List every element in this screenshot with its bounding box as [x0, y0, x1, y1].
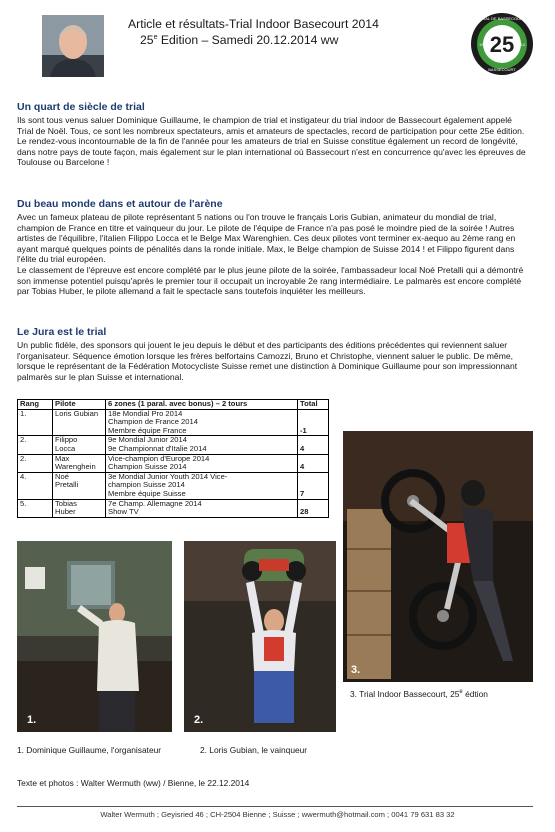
- cell-palmares: 18e Mondial Pro 2014 Champion de France 2014 Membre équipe France: [106, 409, 298, 436]
- section-heading: Du beau monde dans et autour de l'arène: [17, 198, 223, 210]
- col-header-total: Total: [298, 400, 329, 410]
- paragraph: Avec un fameux plateau de pilote représentant 5 nations ou l'on trouve le français Loris Gubian, animateur du mondial de trial, champion de France en titre et vainqueur du jour. Le pilote de l'équipe de France n'a pas posé le moindre pied de la soirée ! Autres artistes de l'équilibre, l'italien Filippo Locca et le Belge Max Warenghien. Ces deux pilotes vont terminer ex-aequo au 2ème rang en ayant marqué quelques points de pénalités dans la ronde initiale. Max, le Belge champion de Suisse 2014 ! et Filippo figurent dans l'élite du trial européen.: [17, 212, 516, 265]
- paragraph: Le rendez-vous incontournable de la fin de l'année pour les amateurs de trial en Suisse constitue également un record de longévité, dans notre pays de toute façon, mais également sur le plan international où Bassecourt n'est en concurrence qu'avec les épreuves de Toulouse ou Barcelone !: [17, 136, 526, 168]
- caption-3: 3. Trial Indoor Bassecourt, 25e édtion: [350, 689, 488, 699]
- photo-label: 2.: [194, 714, 204, 726]
- title-text: Article et résultats-Trial Indoor Basecourt 2014: [128, 17, 379, 31]
- table-row: [18, 472, 329, 499]
- col-header-rang: Rang: [18, 400, 53, 410]
- table-row: [18, 436, 329, 454]
- svg-text:25: 25: [489, 32, 515, 57]
- paragraph: Ils sont tous venus saluer Dominique Guillaume, le champion de trial et instigateur du trial indoor de Bassecourt également appelé Trial de Noël. Tous, ce sont les nombreux spectateurs, amis et amateurs de spectacles, record de participation pour cette 25e édition.: [17, 115, 525, 136]
- edition-line: 25e Edition – Samedi 20.12.2014 ww: [140, 33, 339, 47]
- cell-rang: 2.: [18, 436, 53, 454]
- cell-palmares: Vice-champion d'Europe 2014 Champion Suisse 2014: [106, 454, 298, 472]
- photo-label: 1.: [27, 714, 37, 726]
- cell-rang: 1.: [18, 409, 53, 436]
- cell-total: 28: [298, 499, 329, 517]
- photo-label: 3.: [351, 664, 361, 676]
- svg-text:1990: 1990: [479, 42, 488, 47]
- photo-vainqueur: [184, 541, 336, 732]
- table-header-row: [18, 400, 329, 410]
- results-table: [17, 399, 329, 518]
- cell-palmares: 7e Champ. Allemagne 2014 Show TV: [106, 499, 298, 517]
- section-3: [17, 326, 529, 382]
- section-heading: Le Jura est le trial: [17, 326, 107, 338]
- cell-total: 4: [298, 436, 329, 454]
- cell-total: -1: [298, 409, 329, 436]
- cell-total: 7: [298, 472, 329, 499]
- footer-divider: [17, 806, 533, 807]
- cell-palmares: 9e Mondial Junior 2014 9e Championnat d'Italie 2014: [106, 436, 298, 454]
- cell-pilote: Noé Pretalli: [53, 472, 106, 499]
- col-header-zones: 6 zones (1 paral. avec bonus) – 2 tours: [106, 400, 298, 410]
- photo-trial-indoor: [343, 431, 533, 682]
- table-row: [18, 409, 329, 436]
- paragraph: Le classement de l'épreuve est encore complété par le plus jeune pilote de la soirée, l'ambassadeur local Noé Pretalli qui a démontré son immense potentiel puisqu'après le premier tour il occupait un incroyable 2e rang intermédiaire. Le palmarès est encore complété par Tobias Huber, le pilote allemand a fait le spectacle sans toutefois inquiéter les meilleurs.: [17, 264, 524, 297]
- article-title: [128, 17, 379, 31]
- cell-rang: 2.: [18, 454, 53, 472]
- section-heading: Un quart de siècle de trial: [17, 101, 145, 113]
- caption-2: 2. Loris Gubian, le vainqueur: [200, 745, 308, 755]
- cell-palmares: 3e Mondial Junior Youth 2014 Vice- champion Suisse 2014 Membre équipe Suisse: [106, 472, 298, 499]
- svg-text:TRIAL DE BASSECOURT: TRIAL DE BASSECOURT: [478, 16, 526, 21]
- cell-pilote: Filippo Locca: [53, 436, 106, 454]
- cell-total: 4: [298, 454, 329, 472]
- cell-pilote: Max Warenghein: [53, 454, 106, 472]
- svg-text:BASSECOURT: BASSECOURT: [488, 67, 516, 72]
- credit-line: Texte et photos : Walter Wermuth (ww) / Bienne, le 22.12.2014: [17, 778, 250, 788]
- cell-pilote: Tobias Huber: [53, 499, 106, 517]
- footer-contact: Walter Wermuth ; Geyisried 46 ; CH-2504 Bienne ; Suisse ; wwermuth@hotmail.com ; 0041 79 631 83 32: [100, 810, 455, 819]
- section-1: [17, 101, 529, 168]
- svg-text:2014: 2014: [516, 42, 525, 47]
- col-header-pilote: Pilote: [53, 400, 106, 410]
- trial-logo: [470, 12, 534, 76]
- table-row: [18, 454, 329, 472]
- cell-pilote: Loris Gubian: [53, 409, 106, 436]
- cell-rang: 5.: [18, 499, 53, 517]
- section-2: [17, 198, 529, 297]
- cell-rang: 4.: [18, 472, 53, 499]
- caption-1: 1. Dominique Guillaume, l'organisateur: [17, 745, 162, 755]
- photo-organisateur: [17, 541, 172, 732]
- paragraph: Un public fidèle, des sponsors qui jouent le jeu depuis le début et des participants des éditions précédentes qui reviennent saluer l'organisateur. Séquence émotion lorsque les frères belfortains Camozzi, Bruno et Christophe, viennent saluer le public. De même, lorsque le représentant de la Fédération Motocycliste Suisse remet une distinction à Dominique Guillaume pour son impressionnant palmarès sur le plan Suisse et international.: [17, 340, 518, 382]
- table-row: [18, 499, 329, 517]
- author-portrait: [42, 15, 104, 77]
